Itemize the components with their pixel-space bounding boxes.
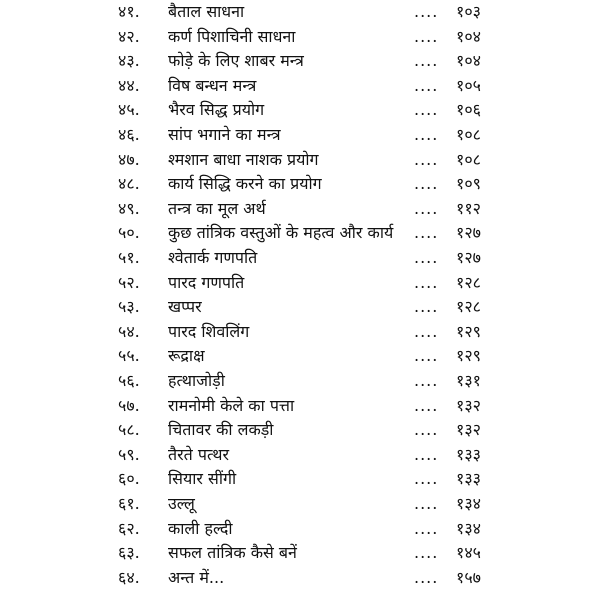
entry-number: ५१.: [118, 248, 140, 267]
entry-number: ५४.: [118, 321, 140, 341]
entry-title: खप्पर: [168, 297, 202, 317]
entry-title: तन्त्र का मूल अर्थ: [168, 198, 266, 218]
entry-page-number: १५७: [456, 567, 481, 587]
dot-leader: ....: [414, 125, 439, 144]
dot-leader: ....: [414, 395, 439, 415]
entry-number: ६३.: [118, 543, 140, 563]
entry-number: ४९.: [118, 198, 140, 218]
entry-number: ६१.: [118, 494, 140, 513]
toc-row: [0, 443, 600, 468]
entry-number: ५५.: [118, 346, 140, 366]
entry-page-number: १०८: [456, 149, 481, 169]
dot-leader: ....: [414, 469, 439, 489]
entry-number: ५७.: [118, 395, 140, 415]
toc-row: [0, 418, 600, 443]
entry-title: काली हल्दी: [168, 518, 233, 538]
dot-leader: ....: [414, 100, 439, 120]
toc-row: [0, 172, 600, 197]
dot-leader: ....: [414, 2, 439, 21]
dot-leader: ....: [414, 494, 439, 513]
entry-title: भैरव सिद्ध प्रयोग: [168, 100, 265, 120]
toc-row: [0, 221, 600, 246]
entry-page-number: १२९: [456, 321, 481, 341]
entry-title: पारद शिवलिंग: [168, 321, 250, 341]
dot-leader: ....: [414, 420, 439, 440]
dot-leader: ....: [414, 518, 439, 538]
entry-number: ५६.: [118, 371, 140, 390]
toc-row: [0, 394, 600, 419]
dot-leader: ....: [414, 272, 439, 292]
toc-row: [0, 49, 600, 74]
entry-number: ४४.: [118, 75, 140, 95]
toc-row: [0, 98, 600, 123]
entry-page-number: १४५: [456, 543, 481, 563]
entry-page-number: १३४: [456, 494, 481, 513]
entry-number: ६०.: [118, 469, 140, 489]
toc-row: [0, 25, 600, 50]
entry-page-number: १२७: [456, 223, 481, 243]
entry-page-number: ११२: [456, 198, 481, 218]
entry-number: ४५.: [118, 100, 140, 120]
toc-row: [0, 344, 600, 369]
toc-row: [0, 246, 600, 271]
entry-page-number: १०४: [456, 26, 481, 46]
entry-number: ५८.: [118, 420, 140, 440]
entry-page-number: १२७: [456, 248, 481, 267]
entry-title: सियार सींगी: [168, 469, 237, 489]
entry-page-number: १३२: [456, 420, 481, 440]
entry-number: ६२.: [118, 518, 140, 538]
toc-row: [0, 541, 600, 566]
entry-page-number: १०५: [456, 75, 481, 95]
dot-leader: ....: [414, 51, 439, 71]
entry-page-number: १२९: [456, 346, 481, 366]
entry-title: श्मशान बाधा नाशक प्रयोग: [168, 149, 319, 169]
dot-leader: ....: [414, 248, 439, 267]
entry-title: पारद गणपति: [168, 272, 245, 292]
entry-page-number: १३१: [456, 371, 481, 390]
entry-title: उल्लू: [168, 494, 195, 513]
entry-number: ४३.: [118, 51, 140, 71]
toc-row: [0, 271, 600, 296]
entry-page-number: १०९: [456, 174, 481, 194]
toc-row: [0, 320, 600, 345]
entry-title: कुछ तांत्रिक वस्तुओं के महत्व और कार्य: [168, 223, 394, 243]
dot-leader: ....: [414, 297, 439, 317]
dot-leader: ....: [414, 75, 439, 95]
entry-title: अन्त में...: [168, 567, 225, 587]
entry-title: चितावर की लकड़ी: [168, 420, 274, 440]
toc-row: [0, 517, 600, 542]
entry-page-number: १०३: [456, 2, 481, 21]
entry-title: फोड़े के लिए शाबर मन्त्र: [168, 51, 304, 71]
dot-leader: ....: [414, 321, 439, 341]
toc-row: [0, 492, 600, 517]
entry-title: विष बन्धन मन्त्र: [168, 75, 257, 95]
toc-row: [0, 74, 600, 99]
dot-leader: ....: [414, 444, 439, 464]
entry-title: बैताल साधना: [168, 2, 245, 21]
toc-row: [0, 0, 600, 25]
entry-page-number: १३४: [456, 518, 481, 538]
entry-number: ४८.: [118, 174, 140, 194]
entry-title: हत्थाजोड़ी: [168, 371, 225, 390]
entry-number: ४७.: [118, 149, 140, 169]
toc-row: [0, 566, 600, 591]
dot-leader: ....: [414, 174, 439, 194]
entry-page-number: १३२: [456, 395, 481, 415]
dot-leader: ....: [414, 371, 439, 390]
dot-leader: ....: [414, 543, 439, 563]
entry-page-number: १०६: [456, 100, 481, 120]
entry-number: ५२.: [118, 272, 140, 292]
entry-title: श्वेतार्क गणपति: [168, 248, 258, 267]
dot-leader: ....: [414, 567, 439, 587]
toc-row: [0, 148, 600, 173]
entry-page-number: १३३: [456, 444, 481, 464]
toc-row: [0, 467, 600, 492]
dot-leader: ....: [414, 198, 439, 218]
entry-number: ५३.: [118, 297, 140, 317]
entry-number: ४१.: [118, 2, 140, 21]
entry-title: सफल तांत्रिक कैसे बनें: [168, 543, 297, 563]
entry-number: ५९.: [118, 444, 140, 464]
entry-number: ४२.: [118, 26, 140, 46]
toc-row: [0, 369, 600, 394]
toc-row: [0, 123, 600, 148]
entry-page-number: १०४: [456, 51, 481, 71]
dot-leader: ....: [414, 149, 439, 169]
entry-title: सांप भगाने का मन्त्र: [168, 125, 281, 144]
toc-row: [0, 197, 600, 222]
entry-number: ४६.: [118, 125, 140, 144]
dot-leader: ....: [414, 26, 439, 46]
entry-number: ५०.: [118, 223, 140, 243]
entry-title: रामनोमी केले का पत्ता: [168, 395, 295, 415]
toc-row: [0, 295, 600, 320]
entry-title: रूद्राक्ष: [168, 346, 205, 366]
entry-page-number: १३३: [456, 469, 481, 489]
entry-page-number: १०८: [456, 125, 481, 144]
entry-title: तैरते पत्थर: [168, 444, 229, 464]
entry-title: कर्ण पिशाचिनी साधना: [168, 26, 296, 46]
dot-leader: ....: [414, 346, 439, 366]
entry-page-number: १२८: [456, 297, 481, 317]
dot-leader: ....: [414, 223, 439, 243]
entry-page-number: १२८: [456, 272, 481, 292]
entry-number: ६४.: [118, 567, 140, 587]
entry-title: कार्य सिद्धि करने का प्रयोग: [168, 174, 322, 194]
